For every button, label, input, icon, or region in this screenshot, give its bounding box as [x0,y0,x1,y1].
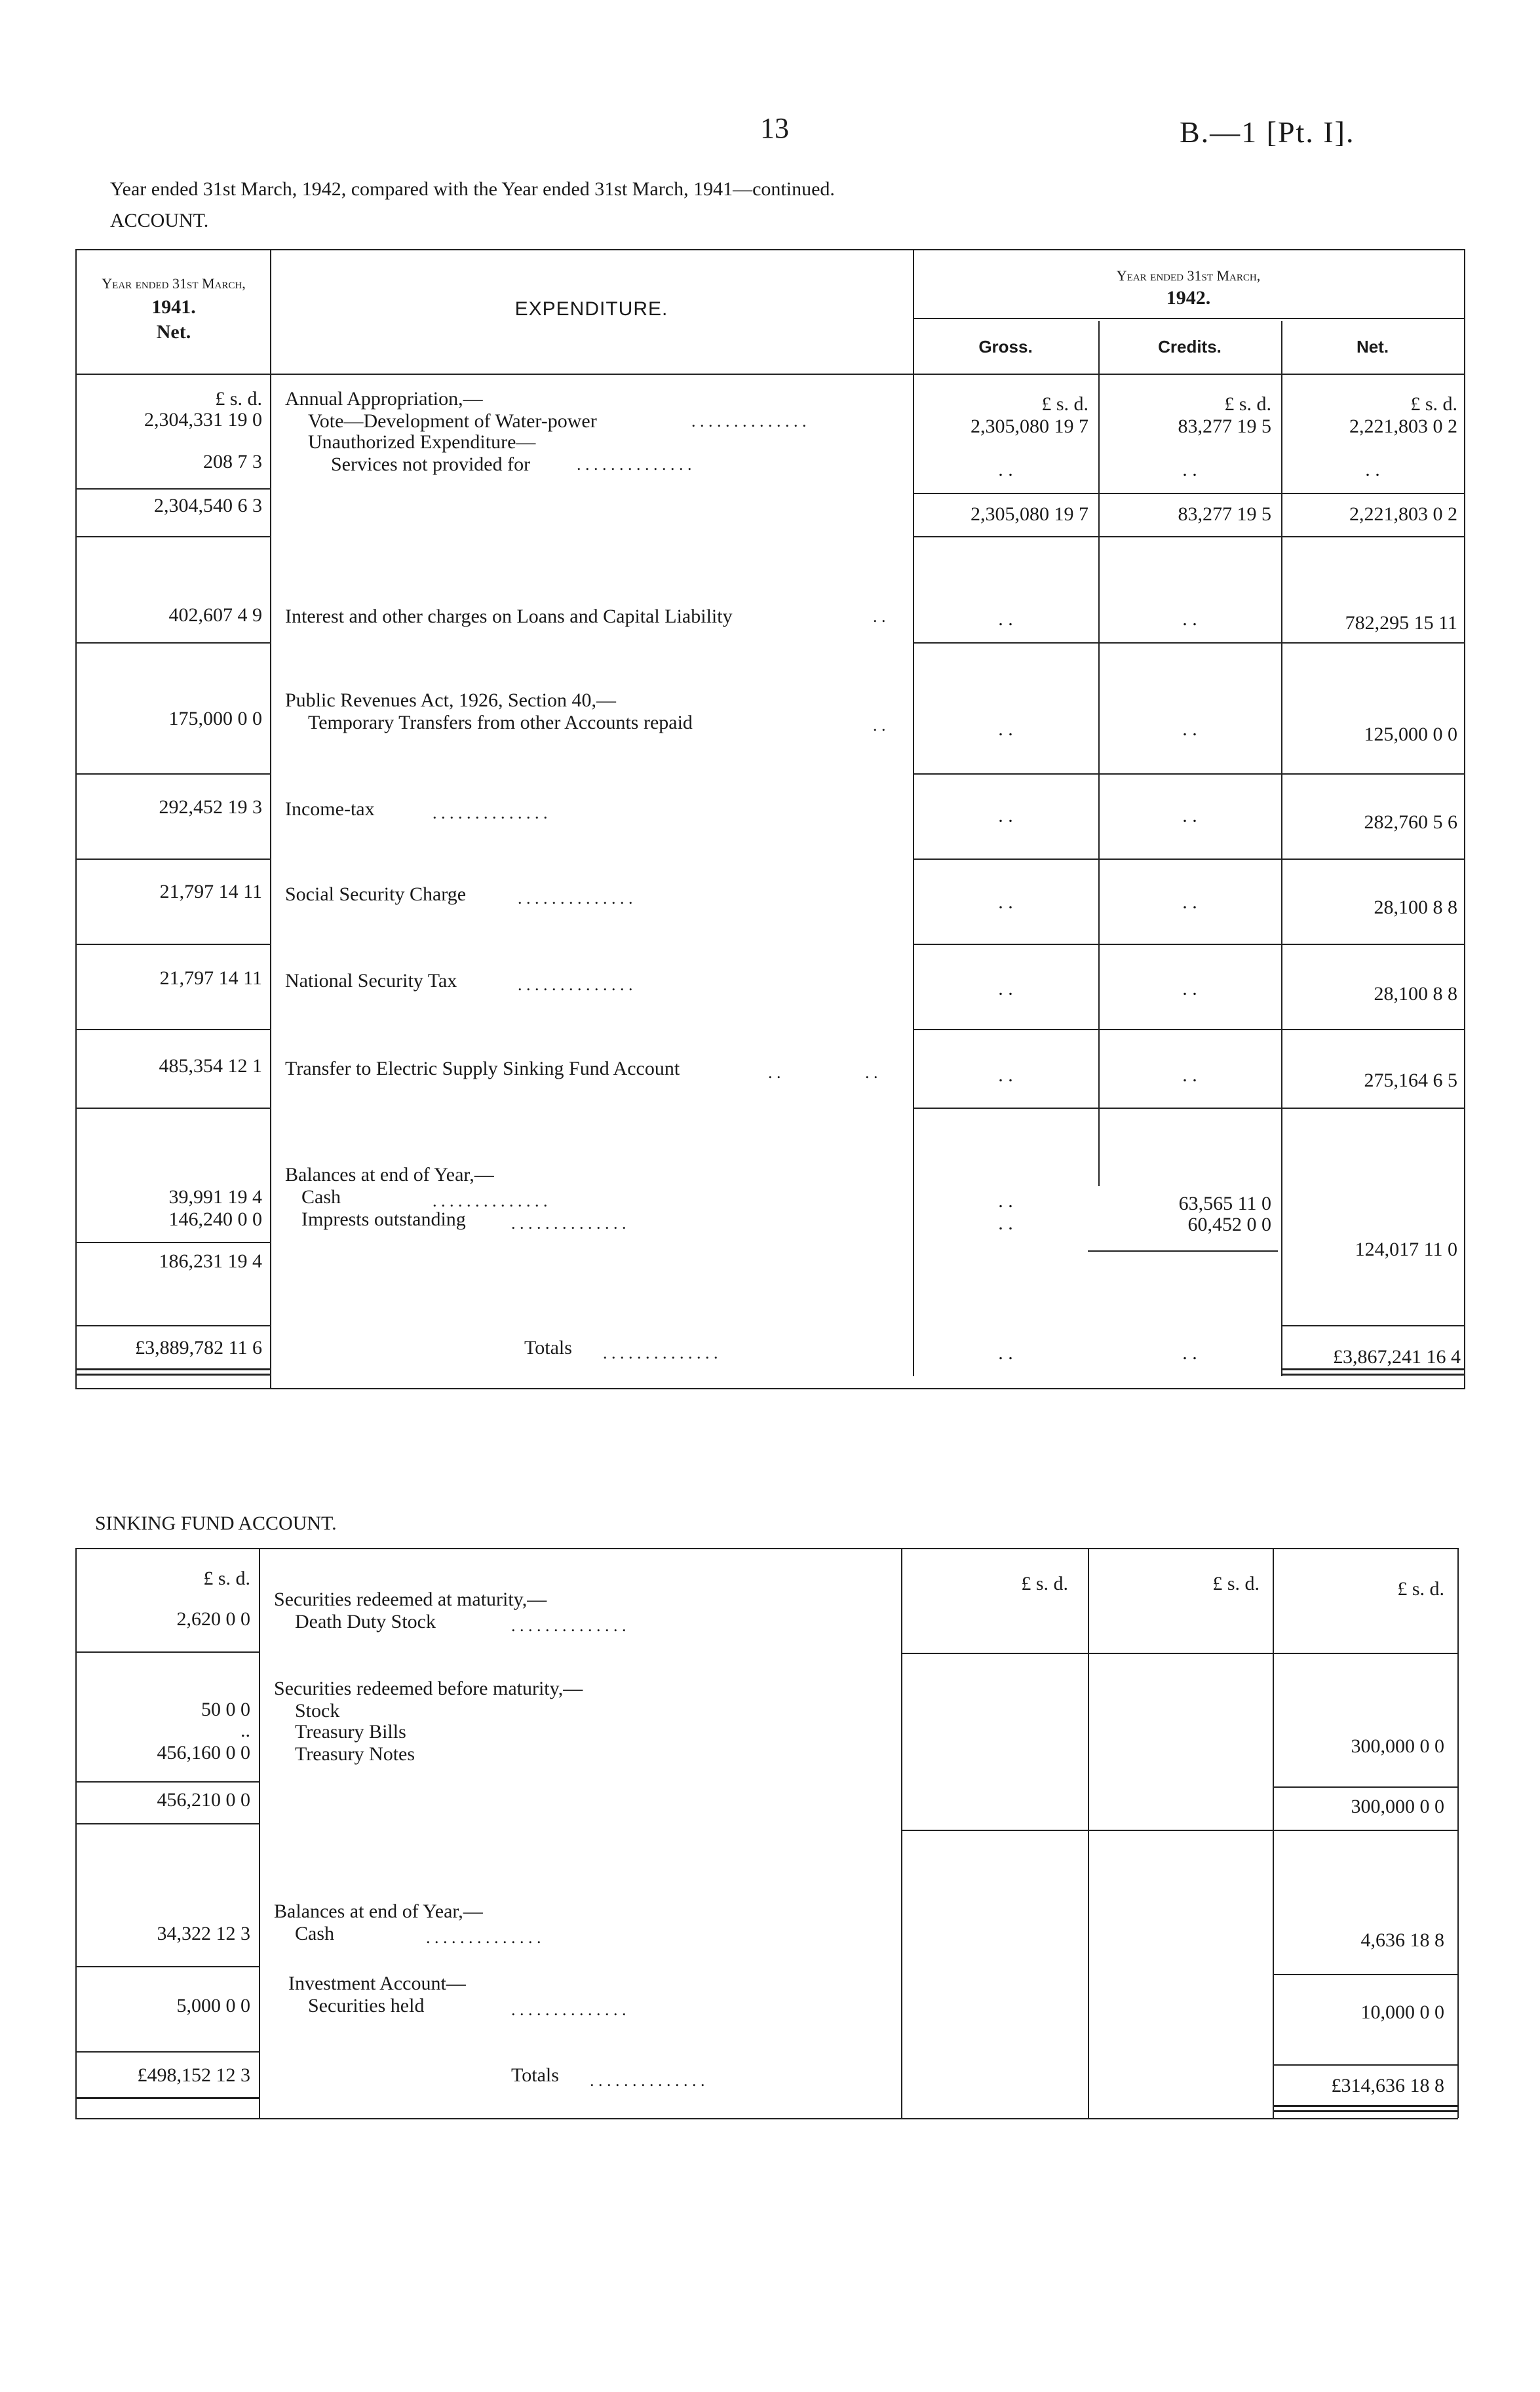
national-security-credits-leader: . . [1182,978,1197,999]
imprests-1941: 146,240 0 0 [168,1208,262,1230]
row-rule [75,536,270,537]
leader-dots: . . [873,716,886,735]
sf-balances-label: Balances at end of Year,— [274,1900,483,1922]
leader-dots: . . . . . . . . . . . . . . [511,1214,626,1233]
table-top-border [75,1548,1458,1549]
balances-1941: 186,231 19 4 [159,1250,262,1272]
transfers-net: 125,000 0 0 [1364,723,1457,745]
stock-1941: 50 0 0 [201,1699,250,1720]
transfers-label: Temporary Transfers from other Accounts repaid [308,712,693,733]
leader-dots: . . . . . . . . . . . . . . [518,889,633,908]
currency-label-gross: £ s. d. [1041,393,1088,415]
totals-top-rule-net [1281,1325,1465,1326]
header-1942-divider [913,318,1464,319]
totals-double-rule-net [1273,2105,1458,2107]
row-rule [913,1108,1464,1109]
col-divider-1941 [270,249,271,1389]
row-rule [901,1830,1458,1831]
leader-dots: . . . . . . . . . . . . . . [511,1616,626,1635]
social-security-net: 28,100 8 8 [1374,897,1457,918]
social-security-1941: 21,797 14 11 [159,881,262,902]
totals-double-rule-net [1273,2110,1458,2112]
income-tax-net: 282,760 5 6 [1364,811,1457,833]
row-rule [75,1651,259,1653]
public-revenues-act-label: Public Revenues Act, 1926, Section 40,— [285,689,616,711]
sinking-transfer-net: 275,164 6 5 [1364,1070,1457,1091]
sinking-fund-title: SINKING FUND ACCOUNT. [95,1513,337,1534]
row-rule [913,642,1464,644]
row-rule [913,773,1464,775]
imprests-credits: 60,452 0 0 [1187,1214,1271,1235]
services-credits-leader: . . [1182,459,1197,480]
subtotal-rule-amounts [913,493,1464,494]
row-rule [913,1029,1464,1030]
row-rule [913,858,1464,860]
sf-cash-net: 4,636 18 8 [1360,1929,1444,1951]
leader-dots: . . . . . . . . . . . . . . [433,1191,548,1210]
national-security-net: 28,100 8 8 [1374,983,1457,1005]
securities-held-1941: 5,000 0 0 [176,1995,250,2016]
leader-dots: . . . . . . . . . . . . . . [590,2071,705,2090]
income-tax-credits-leader: . . [1182,805,1197,826]
notes-label: Treasury Notes [295,1743,415,1765]
bills-1941: .. [241,1720,250,1741]
income-tax-label: Income-tax [285,798,375,820]
row-rule [1273,1786,1458,1788]
notes-net: 300,000 0 0 [1351,1735,1444,1757]
table-bottom-border [75,1388,1465,1389]
subtotal-net: 2,221,803 0 2 [1349,503,1457,525]
currency-label-gross: £ s. d. [1021,1573,1068,1594]
col-credits-header: Credits. [1158,337,1222,357]
col-divider-description [901,1548,902,2118]
page-subtitle: Year ended 31st March, 1942, compared with the Year ended 31st March, 1941—continued. [110,178,835,200]
sinking-transfer-credits-leader: . . [1182,1064,1197,1086]
income-tax-1941: 292,452 19 3 [159,796,262,818]
sinking-transfer-label: Transfer to Electric Supply Sinking Fund Account [285,1058,680,1079]
totals-credits-leader: . . [1182,1342,1197,1364]
cash-label: Cash [301,1186,341,1208]
sinking-transfer-1941: 485,354 12 1 [159,1055,262,1077]
leader-dots: . . [873,607,886,626]
col-expenditure-header: EXPENDITURE. [514,298,668,320]
vote-credits: 83,277 19 5 [1178,415,1271,437]
leader-dots: . . . . . . . . . . . . . . [518,975,633,994]
row-rule [75,2051,259,2053]
vote-1941: 2,304,331 19 0 [144,409,262,431]
leader-dots: . . . . . . . . . . . . . . [577,455,692,474]
social-security-gross-leader: . . [998,891,1013,913]
row-rule [75,858,270,860]
services-label: Services not provided for [331,453,531,475]
currency-label-1941: £ s. d. [215,388,262,410]
interest-net: 782,295 15 11 [1345,612,1457,634]
row-rule [75,1108,270,1109]
investment-account-label: Investment Account— [288,1973,466,1994]
securities-held-net: 10,000 0 0 [1360,2001,1444,2023]
death-duty-1941: 2,620 0 0 [176,1608,250,1630]
vote-net: 2,221,803 0 2 [1349,415,1457,437]
death-duty-label: Death Duty Stock [295,1611,436,1632]
credits-subtotal-rule [1088,1250,1278,1252]
row-rule [913,944,1464,945]
interest-1941: 402,607 4 9 [168,604,262,626]
national-security-label: National Security Tax [285,970,457,992]
currency-label-net: £ s. d. [1410,393,1457,415]
notes-1941: 456,160 0 0 [157,1742,250,1764]
stock-label: Stock [295,1700,340,1722]
row-rule [75,642,270,644]
table-left-border [75,249,77,1389]
balances-subtotal-rule [75,1242,270,1243]
income-tax-gross-leader: . . [998,805,1013,826]
bills-label: Treasury Bills [295,1721,406,1743]
cash-1941: 39,991 19 4 [168,1186,262,1208]
subtotal-1941: 2,304,540 6 3 [154,495,262,516]
totals-double-rule [75,1374,270,1376]
transfers-gross-leader: . . [998,718,1013,740]
balances-label: Balances at end of Year,— [285,1164,494,1186]
interest-credits-leader: . . [1182,608,1197,630]
row-rule [901,1653,1458,1654]
cash-credits: 63,565 11 0 [1178,1193,1271,1214]
col-divider-credits [1273,1548,1274,2118]
before-maturity-total-1941: 456,210 0 0 [157,1789,250,1811]
row-rule [75,1781,259,1783]
totals-top-rule [75,1325,270,1326]
totals-1941: £3,889,782 11 6 [135,1337,262,1359]
totals-net: £3,867,241 16 4 [1333,1346,1461,1368]
currency-label-credits: £ s. d. [1224,393,1271,415]
transfers-credits-leader: . . [1182,718,1197,740]
totals-gross-leader: . . [998,1342,1013,1364]
row-rule [1273,2064,1458,2066]
row-rule [75,944,270,945]
document-reference: B.—1 [Pt. I]. [1180,115,1355,149]
section-heading: ACCOUNT. [110,210,209,231]
table-bottom-border [75,2118,1458,2119]
services-gross-leader: . . [998,459,1013,480]
col-gross-header: Gross. [978,337,1033,357]
subtotal-rule [75,488,270,490]
totals-label: Totals [524,1337,572,1359]
col-divider-1941 [259,1548,260,2118]
imprests-label: Imprests outstanding [301,1208,466,1230]
transfers-1941: 175,000 0 0 [168,708,262,729]
securities-held-label: Securities held [308,1995,425,2016]
matured-label: Securities redeemed at maturity,— [274,1589,547,1610]
col-divider-gross [1098,321,1100,1186]
currency-label-credits: £ s. d. [1212,1573,1260,1594]
cash-gross-leader: . . [998,1190,1013,1212]
unauthorized-label: Unauthorized Expenditure— [308,431,536,453]
sf-totals-1941: £498,152 12 3 [137,2064,250,2086]
leader-dots: . . . . . . . . . . . . . . [426,1928,541,1947]
col-1942-year: 1942. [1166,287,1211,309]
vote-gross: 2,305,080 19 7 [971,415,1088,437]
vote-label: Vote—Development of Water-power [308,410,597,432]
imprests-gross-leader: . . [998,1212,1013,1234]
annual-appropriation-label: Annual Appropriation,— [285,388,483,410]
row-rule [75,773,270,775]
sf-totals-label: Totals [511,2064,559,2086]
col-1941-net: Net. [156,321,191,343]
col-1941-year: 1941. [151,296,196,318]
row-rule [913,536,1464,537]
col-1942-title: Year ended 31st March, [1116,267,1261,284]
table-top-border [75,249,1465,250]
table-right-border [1464,249,1465,1389]
services-net-leader: . . [1365,459,1380,480]
leader-dots: . . . . . . . . . . . . . . [433,803,548,822]
sf-totals-net: £314,636 18 8 [1331,2075,1444,2096]
interest-gross-leader: . . [998,608,1013,630]
col-net-header: Net. [1356,337,1389,357]
sinking-transfer-gross-leader: . . [998,1064,1013,1086]
currency-label-1941: £ s. d. [203,1568,250,1589]
currency-label-net: £ s. d. [1397,1578,1444,1600]
national-security-gross-leader: . . [998,978,1013,999]
col-divider-gross [1088,1548,1089,2118]
row-rule [75,1966,259,1967]
national-security-1941: 21,797 14 11 [159,967,262,989]
balances-net: 124,017 11 0 [1355,1239,1457,1260]
leader-dots: . . . . . . . . . . . . . . [511,2000,626,2019]
leader-dots: . . [865,1063,878,1082]
totals-double-rule [75,1368,270,1370]
social-security-credits-leader: . . [1182,891,1197,913]
header-bottom-border [75,374,1465,375]
leader-dots: . . . . . . . . . . . . . . [691,412,807,431]
before-maturity-total-net: 300,000 0 0 [1351,1796,1444,1817]
leader-dots: . . . . . . . . . . . . . . [603,1343,718,1362]
services-1941: 208 7 3 [203,451,262,473]
subtotal-credits: 83,277 19 5 [1178,503,1271,525]
table-left-border [75,1548,77,2118]
page-number: 13 [760,112,789,144]
totals-double-rule-net [1281,1374,1465,1376]
interest-label: Interest and other charges on Loans and Capital Liability [285,606,733,627]
subtotal-gross: 2,305,080 19 7 [971,503,1088,525]
before-maturity-label: Securities redeemed before maturity,— [274,1678,583,1699]
sf-cash-1941: 34,322 12 3 [157,1923,250,1944]
row-rule [75,1823,259,1824]
social-security-label: Social Security Charge [285,883,467,905]
sf-cash-label: Cash [295,1923,334,1944]
table-right-border [1457,1548,1459,2118]
leader-dots: . . [768,1063,781,1082]
totals-double-rule-net [1281,1368,1465,1370]
col-1941-title: Year ended 31st March, [102,275,246,292]
totals-double-rule [75,2097,259,2099]
row-rule [1273,1974,1458,1975]
row-rule [75,1029,270,1030]
